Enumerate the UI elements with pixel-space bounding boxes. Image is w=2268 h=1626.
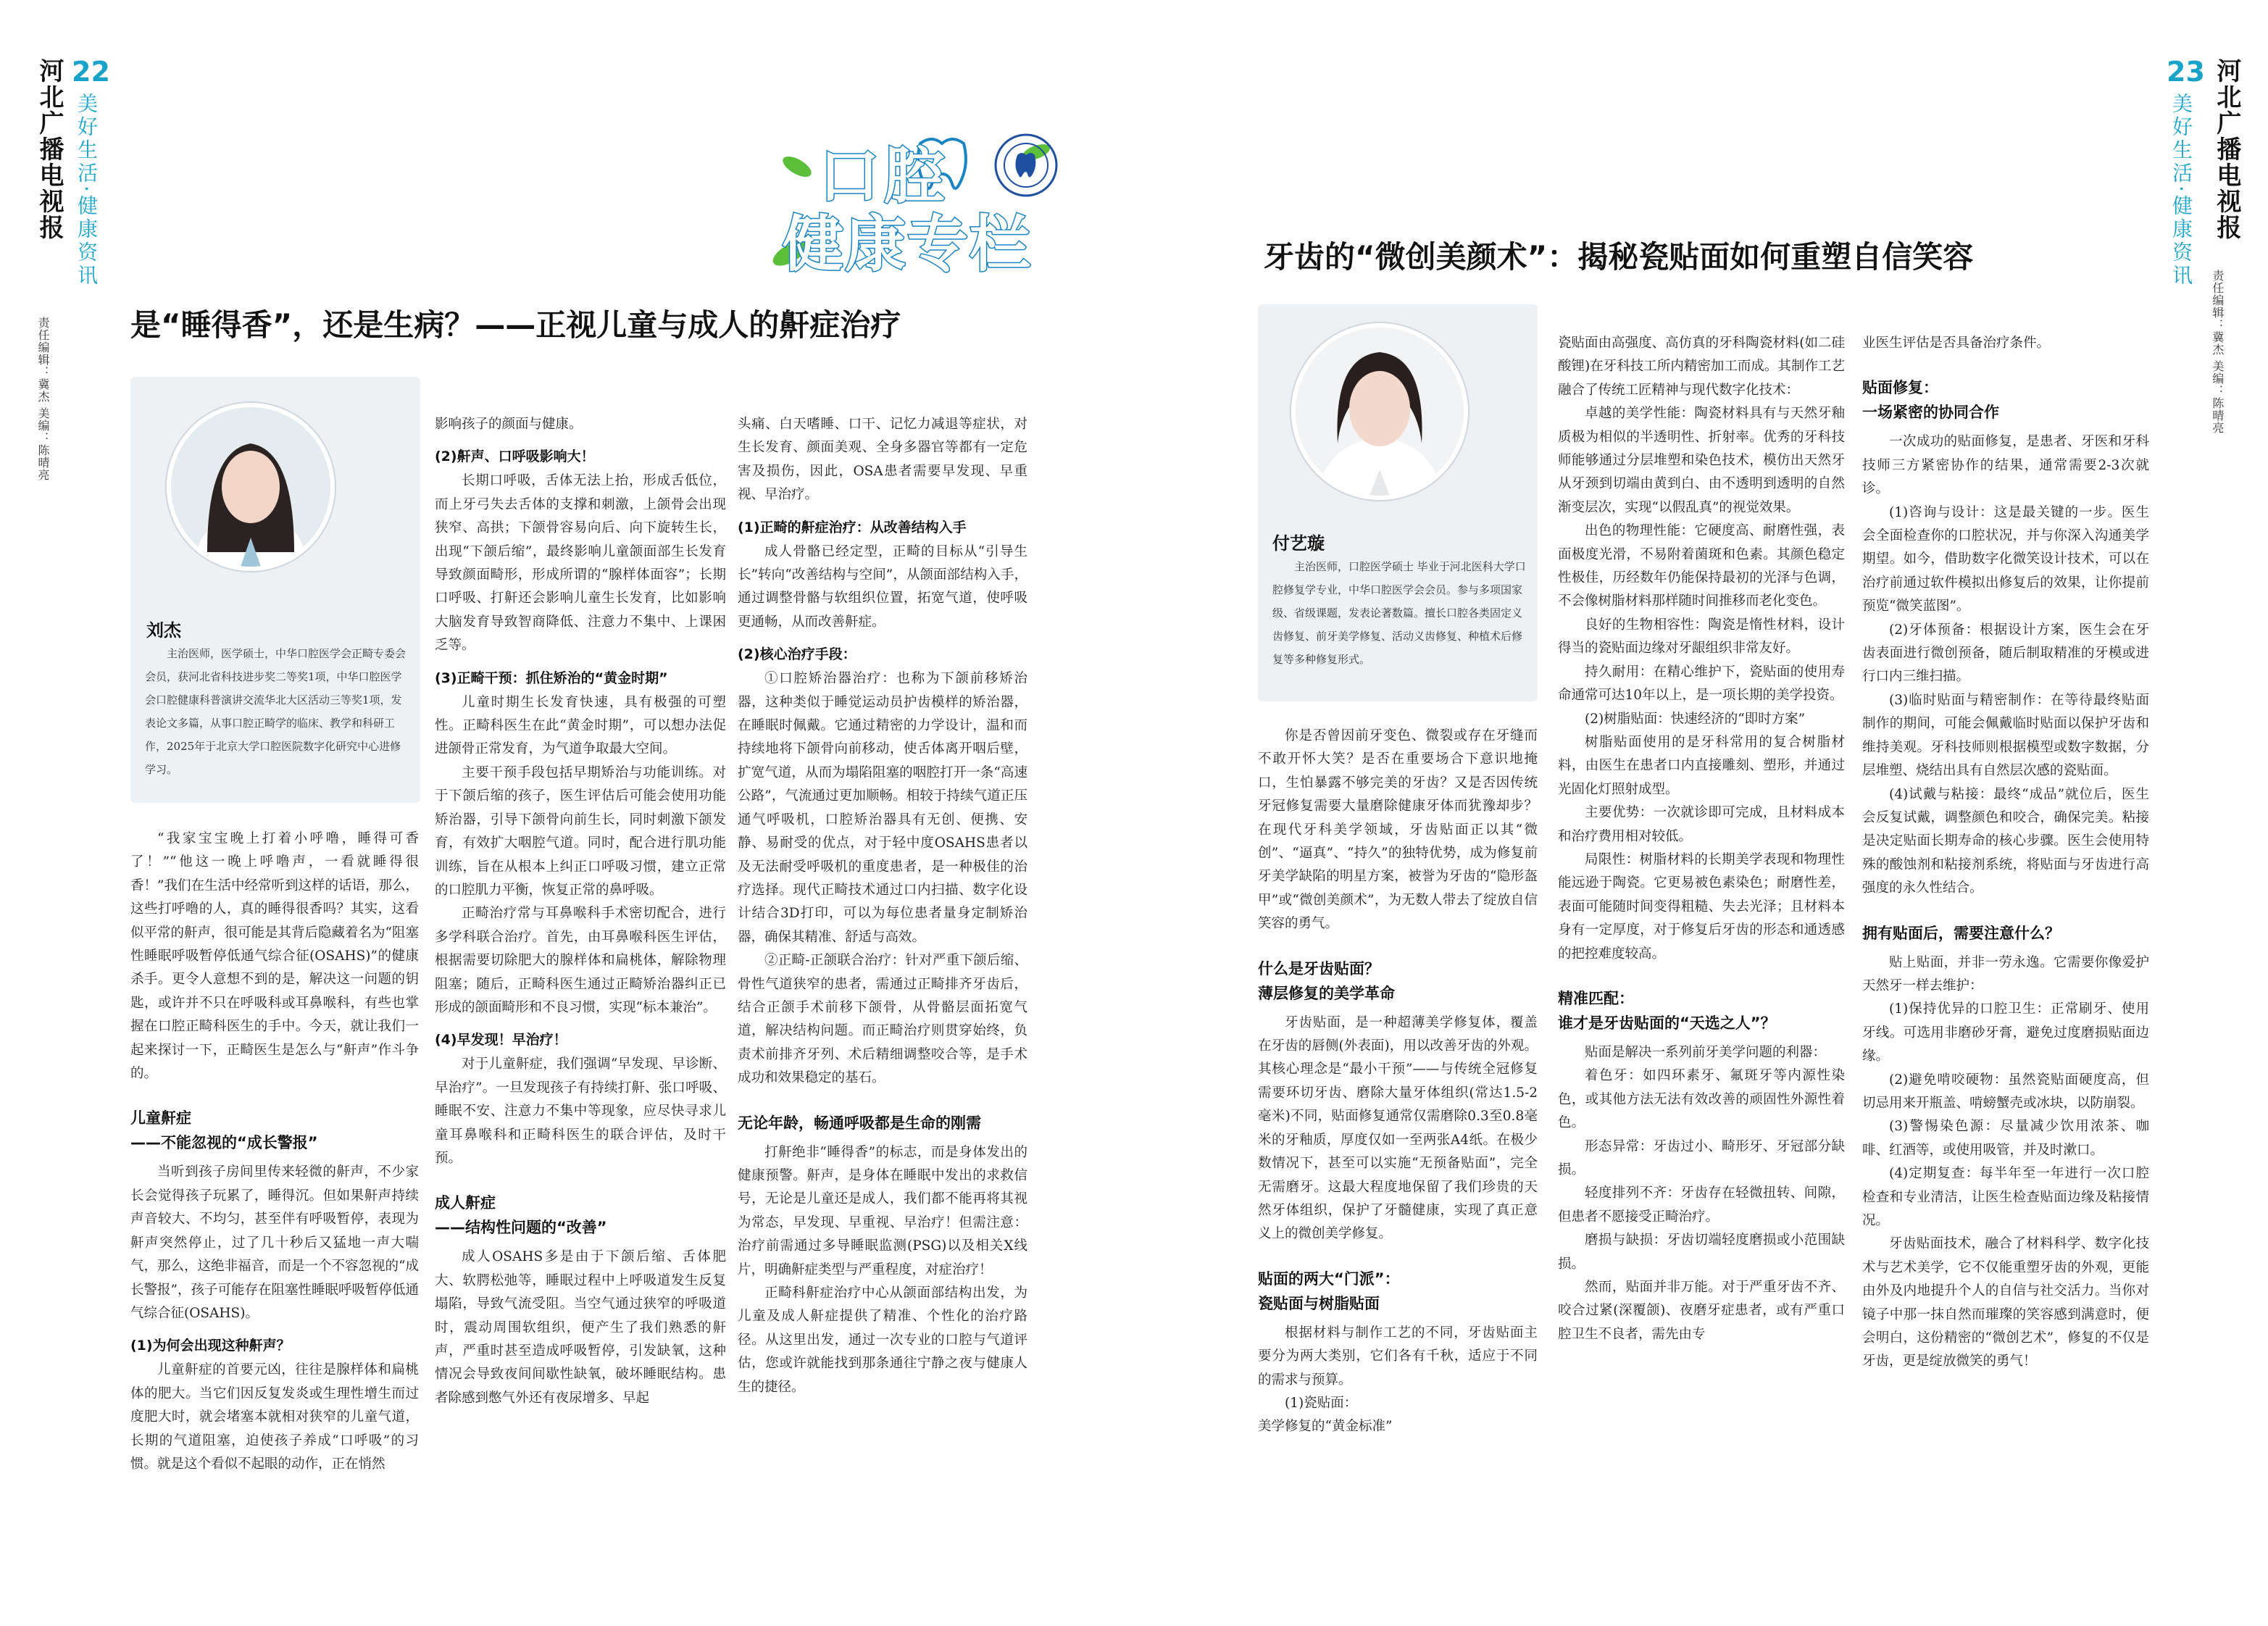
body-paragraph: 正畸治疗常与耳鼻喉科手术密切配合，进行多学科联合治疗。首先，由耳鼻喉科医生评估，根据需要切除肥大的腺样体和扁桃体，解除物理阻塞；随后，正畸科医生通过正畸矫治器纠正已形成的颌面畸形和不良习惯，实现“标本兼治”。 <box>435 906 726 1015</box>
body-paragraph: “我家宝宝晚上打着小呼噜，睡得可香了！”“他这一晚上呼噜声，一看就睡得很香！”我们在生活中经常听到这样的话语，那么，这些打呼噜的人，真的睡得很香吗？其实，这看似平常的鼾声，很可能是其背后隐藏着名为“阻塞性睡眠呼吸暂停低通气综合征(OSAHS)”的健康杀手。更令人意想不到的是，解决这一问题的钥匙，或许并不只在呼吸科或耳鼻喉科，有些也掌握在口腔正畸科医生的手中。今天，就让我们一起来探讨一下，正畸医生是怎么与“鼾声”作斗争的。 <box>130 831 419 1082</box>
article2-column-1 <box>1258 725 1538 1439</box>
body-paragraph: 贴面是解决一系列前牙美学问题的利器： <box>1585 1044 1827 1060</box>
logo-line2: 健康专栏 <box>783 209 1033 280</box>
body-paragraph: ①口腔矫治器治疗：也称为下颌前移矫治器，这种类似于睡觉运动员护齿模样的矫治器，在睡眠时佩戴。它通过精密的力学设计，温和而持续地将下颌骨向前移动，使舌体离开咽后壁，扩宽气道，从而为塌陷阻塞的咽腔打开一条“高速公路”，气流通过更加顺畅。相较于持续气道正压通气呼吸机，口腔矫治器具有无创、便携、安静、易耐受的优点，对于轻中度OSAHS患者以及无法耐受呼吸机的重度患者，是一种极佳的治疗选择。现代正畸技术通过口内扫描、数字化设计结合3D打印，可以为每位患者量身定制矫治器，确保其精准、舒适与高效。 <box>738 671 1027 945</box>
logo-line1: 口腔 <box>819 141 950 212</box>
section-heading: 儿童鼾症 ——不能忽视的“成长警报” <box>130 1109 318 1152</box>
body-paragraph: 贴上贴面，并非一劳永逸。它需要你像爱护天然牙一样去维护： <box>1862 954 2149 993</box>
body-paragraph: 一次成功的贴面修复，是患者、牙医和牙科技师三方紧密协作的结果，通常需要2-3次就诊。 <box>1862 434 2149 497</box>
section-heading: 精准匹配： 谁才是牙齿贴面的“天选之人”？ <box>1558 989 1776 1032</box>
editors-left: 责任编辑：冀杰 美编：陈晴亮 <box>36 316 50 481</box>
body-paragraph: 成人OSAHS多是由于下颌后缩、舌体肥大、软腭松弛等，睡眠过程中上呼吸道发生反复塌陷，导致气流受阻。当空气通过狭窄的呼吸道时，震动周围软组织，便产生了我们熟悉的鼾声，严重时甚至造成呼吸暂停，引发缺氧，这种情况会导致夜间间歇性缺氧，破坏睡眠结构。患者除感到憋气外还有夜尿增多、早起 <box>435 1249 726 1406</box>
body-paragraph: 儿童时期生长发育快速，具有极强的可塑性。正畸科医生在此“黄金时期”，可以想办法促进颌骨正常发育，为气道争取最大空间。 <box>435 694 726 757</box>
body-paragraph: 美学修复的“黄金标准” <box>1258 1419 1393 1435</box>
body-paragraph: 牙齿贴面，是一种超薄美学修复体，覆盖在牙齿的唇侧(外表面)，用以改善牙齿的外观。其核心理念是“最小干预”——与传统全冠修复需要环切牙齿、磨除大量牙体组织(常达1.5-2毫米)不同，贴面修复通常仅需磨除0.3至0.8毫米的牙釉质，厚度仅如一至两张A4纸。在极少数情况下，甚至可以实施“无预备贴面”，完全无需磨牙。这最大程度地保留了我们珍贵的天然牙体组织，保护了牙髓健康，实现了真正意义上的微创美学修复。 <box>1258 1014 1538 1242</box>
page-number-right: 23 <box>2167 56 2205 88</box>
left-rail <box>32 56 110 481</box>
body-paragraph: 影响孩子的颜面与健康。 <box>435 417 583 432</box>
section-heading: 贴面修复： 一场紧密的协同合作 <box>1862 379 1999 422</box>
article1-doctor-bio: 主治医师，医学硕士，中华口腔医学会正畸专委会会员，获河北省科技进步奖二等奖1项，中华口腔医学会口腔健康科普演讲交流华北大区活动三等奖1项，发表论文多篇，从事口腔正畸学的临床、教学和科研工作，2025年于北京大学口腔医院数字化研究中心进修学习。 <box>145 647 407 776</box>
sub-heading: (2)核心治疗手段： <box>738 646 856 663</box>
body-paragraph: 你是否曾因前牙变色、微裂或存在牙缝而不敢开怀大笑？是否在重要场合下意识地掩口，生怕暴露不够完美的牙齿？又是否因传统牙冠修复需要大量磨除健康牙体而犹豫却步？在现代牙科美学领域，牙齿贴面正以其“微创”、“逼真”、“持久”的独特优势，成为修复前牙美学缺陷的明星方案，被誉为牙齿的“隐形盔甲”或“微创美颜术”，为无数人带去了绽放自信笑容的勇气。 <box>1258 728 1538 932</box>
body-paragraph: (3)警惕染色源：尽量减少饮用浓茶、咖啡、红酒等，或使用吸管，并及时漱口。 <box>1862 1119 2149 1158</box>
paper-name-right: 河北广播电视报 <box>2211 58 2241 241</box>
section-heading: 成人鼾症 ——结构性问题的“改善” <box>435 1194 607 1237</box>
article1-column-2 <box>435 413 726 1410</box>
body-paragraph: (1)瓷贴面： <box>1285 1395 1358 1411</box>
body-paragraph: 磨损与缺损：牙齿切端轻度磨损或小范围缺损。 <box>1558 1233 1845 1272</box>
article2-column-2 <box>1558 332 1845 1346</box>
sub-heading: (2)鼾声、口呼吸影响大！ <box>435 449 595 465</box>
section-heading: 拥有贴面后，需要注意什么？ <box>1862 924 2060 942</box>
body-paragraph: 着色牙：如四环素牙、氟斑牙等内源性染色，或其他方法无法有效改善的顽固性外源性着色。 <box>1558 1068 1845 1131</box>
body-paragraph: 持久耐用：在精心维护下，瓷贴面的使用寿命通常可达10年以上，是一项长期的美学投资。 <box>1558 664 1845 704</box>
article1-column-3 <box>738 413 1027 1399</box>
body-paragraph: 出色的物理性能：它硬度高、耐磨性强，表面极度光滑，不易附着菌斑和色素。其颜色稳定性极佳，历经数年仍能保持最初的光泽与色调，不会像树脂材料那样随时间推移而老化变色。 <box>1558 523 1845 609</box>
body-paragraph: (4)试戴与粘接：最终“成品”就位后，医生会反复试戴，调整颜色和咬合，确保完美。粘接是决定贴面长期寿命的核心步骤。医生会使用特殊的酸蚀剂和粘接剂系统，将贴面与牙齿进行高强度的永久性结合。 <box>1862 786 2149 896</box>
article2-title: 牙齿的“微创美颜术”：揭秘瓷贴面如何重塑自信笑容 <box>1264 239 1974 275</box>
body-paragraph: 正畸科鼾症治疗中心从颌面部结构出发，为儿童及成人鼾症提供了精准、个性化的治疗路径。从这里出发，通过一次专业的口腔与气道评估，您或许就能找到那条通往宁静之夜与健康人生的捷径。 <box>738 1285 1027 1395</box>
hospital-seal <box>993 132 1059 199</box>
body-paragraph: 业医生评估是否具备治疗条件。 <box>1862 335 2051 351</box>
body-paragraph: 当听到孩子房间里传来轻微的鼾声，不少家长会觉得孩子玩累了，睡得沉。但如果鼾声持续声音较大、不均匀，甚至伴有呼吸暂停，表现为鼾声突然停止，过了几十秒后又猛地一声大喘气，那么，这绝非福音，而是一个不容忽视的“成长警报”，孩子可能存在阻塞性睡眠呼吸暂停低通气综合征(OSAHS)。 <box>130 1164 419 1321</box>
body-paragraph: 轻度排列不齐：牙齿存在轻微扭转、间隙，但患者不愿接受正畸治疗。 <box>1558 1185 1845 1225</box>
page-number-left: 22 <box>72 56 110 88</box>
section-name-left: 美好生活·健康资讯 <box>75 93 99 288</box>
sub-heading: (1)为何会出现这种鼾声？ <box>130 1338 291 1354</box>
doctor-photo-fuyixuan <box>1291 323 1468 500</box>
body-paragraph: 局限性：树脂材料的长期美学表现和物理性能远逊于陶瓷。它更易被色素染色；耐磨性差，表面可能随时间变得粗糙、失去光泽；且材料本身有一定厚度，对于修复后牙齿的形态和通透感的把控难度较高。 <box>1558 851 1845 962</box>
body-paragraph: 主要干预手段包括早期矫治与功能训练。对于下颌后缩的孩子，医生评估后可能会使用功能矫治器，引导下颌骨向前生长，同时刺激下颌发育，有效扩大咽腔气道。同时，配合进行肌功能训练，旨在从根本上纠正口呼吸习惯，建立正常的口腔肌力平衡，恢复正常的鼻呼吸。 <box>435 764 726 898</box>
section-heading: 贴面的两大“门派”： 瓷贴面与树脂贴面 <box>1258 1269 1400 1312</box>
body-paragraph: 形态异常：牙齿过小、畸形牙、牙冠部分缺损。 <box>1558 1138 1845 1177</box>
article2-column-3 <box>1862 332 2149 1374</box>
body-paragraph: 打鼾绝非“睡得香”的标志，而是身体发出的健康预警。鼾声，是身体在睡眠中发出的求救信号，无论是儿童还是成人，我们都不能再将其视为常态，早发现、早重视、早治疗！但需注意：治疗前需通过多导睡眠监测(PSG)以及相关X线片，明确鼾症类型与严重程度，对症治疗！ <box>738 1144 1027 1277</box>
body-paragraph: 然而，贴面并非万能。对于严重牙齿不齐、咬合过紧(深覆颌)、夜磨牙症患者，或有严重口腔卫生不良者，需先由专 <box>1558 1280 1845 1342</box>
section-heading: 什么是牙齿贴面？ 薄层修复的美学革命 <box>1258 959 1395 1002</box>
article2-doctor-name: 付艺璇 <box>1272 533 1325 554</box>
body-paragraph: 瓷贴面由高强度、高仿真的牙科陶瓷材料(如二硅酸锂)在牙科技工所内精密加工而成。其制作工艺融合了传统工匠精神与现代数字化技术： <box>1558 335 1845 398</box>
body-paragraph: (2)树脂贴面：快速经济的“即时方案” <box>1585 711 1806 727</box>
body-paragraph: (1)咨询与设计：这是最关键的一步。医生会全面检查你的口腔状况，并与你深入沟通美学期望。如今，借助数字化微笑设计技术，可以在治疗前通过软件模拟出修复后的效果，让你提前预览“微笑蓝图”。 <box>1862 504 2149 614</box>
doctor-photo-liujie <box>167 403 335 571</box>
body-paragraph: ②正畸-正颌联合治疗：针对严重下颌后缩、骨性气道狭窄的患者，需通过正畸排齐牙齿后，结合正颌手术前移下颌骨，从骨骼层面拓宽气道，解决结构问题。而正畸治疗则贯穿始终，负责术前排齐牙列、术后精细调整咬合等，是手术成功和效果稳定的基石。 <box>738 953 1027 1086</box>
body-paragraph: 良好的生物相容性：陶瓷是惰性材料，设计得当的瓷贴面边缘对牙龈组织非常友好。 <box>1558 617 1845 656</box>
article1-title: 是“睡得香”，还是生病？——正视儿童与成人的鼾症治疗 <box>130 307 901 343</box>
sub-heading: (1)正畸的鼾症治疗：从改善结构入手 <box>738 519 967 535</box>
body-paragraph: 卓越的美学性能：陶瓷材料具有与天然牙釉质极为相似的半透明性、折射率。优秀的牙科技师能够通过分层堆塑和染色技术，模仿出天然牙从牙颈到切端由黄到白、由不透明到透明的自然渐变层次，实现“以假乱真”的视觉效果。 <box>1558 406 1845 515</box>
paper-name-left: 河北广播电视报 <box>35 58 64 241</box>
body-paragraph: (1)保持优异的口腔卫生：正常刷牙、使用牙线。可选用非磨砂牙膏，避免过度磨损贴面边缘。 <box>1862 1001 2149 1064</box>
body-paragraph: 牙齿贴面技术，融合了材料科学、数字化技术与艺术美学，它不仅能重塑牙齿的外观，更能由外及内地提升个人的自信与社交活力。当你对镜子中那一抹自然而璀璨的笑容感到满意时，便会明白，这份精密的“微创艺术”，修复的不仅是牙齿，更是绽放微笑的勇气！ <box>1862 1236 2149 1369</box>
body-paragraph: (4)定期复查：每半年至一年进行一次口腔检查和专业清洁，让医生检查贴面边缘及粘接情况。 <box>1862 1166 2149 1228</box>
body-paragraph: 根据材料与制作工艺的不同，牙齿贴面主要分为两大类别，它们各有千秋，适应于不同的需求与预算。 <box>1258 1325 1538 1388</box>
body-paragraph: 头痛、白天嗜睡、口干、记忆力减退等症状，对生长发育、颜面美观、全身多器官等都有一定危害及损伤，因此，OSA患者需要早发现、早重视、早治疗。 <box>738 417 1027 503</box>
right-rail <box>2167 58 2246 434</box>
section-heading: 无论年龄，畅通呼吸都是生命的刚需 <box>738 1114 981 1132</box>
body-paragraph: 儿童鼾症的首要元凶，往往是腺样体和扁桃体的肥大。当它们因反复发炎或生理性增生而过度肥大时，就会堵塞本就相对狭窄的儿童气道，长期的气道阻塞，迫使孩子养成“口呼吸”的习惯。就是这个看似不起眼的动作，正在悄然 <box>130 1362 419 1472</box>
body-paragraph: (3)临时贴面与精密制作：在等待最终贴面制作的期间，可能会佩戴临时贴面以保护牙齿和维持美观。牙科技师则根据模型或数字数据，分层堆塑、烧结出具有自然层次感的瓷贴面。 <box>1862 692 2149 779</box>
article1-doctor-name: 刘杰 <box>146 620 181 641</box>
body-paragraph: 主要优势：一次就诊即可完成，且材料成本和治疗费用相对较低。 <box>1558 805 1845 844</box>
article2-doctor-bio: 主治医师，口腔医学硕士 毕业于河北医科大学口腔修复学专业，中华口腔医学会会员。参与多项国家级、省级课题，发表论著数篇。擅长口腔各类固定义齿修复、前牙美学修复、活动义齿修复、种植术后修复等多种修复形式。 <box>1272 560 1526 666</box>
body-paragraph: 长期口呼吸，舌体无法上抬，形成舌低位，而上牙弓失去舌体的支撑和刺激，上颌骨会出现狭窄、高拱；下颌骨容易向后、向下旋转生长，出现“下颌后缩”，最终影响儿童颌面部生长发育导致颜面畸形，形成所谓的“腺样体面容”；长期口呼吸、打鼾还会影响儿童生长发育，比如影响大脑发育导致智商降低、注意力不集中、上课困乏等。 <box>435 473 726 654</box>
sub-heading: (3)正畸干预：抓住矫治的“黄金时期” <box>435 670 668 686</box>
body-paragraph: (2)避免啃咬硬物：虽然瓷贴面硬度高，但切忌用来开瓶盖、啃螃蟹壳或冰块，以防崩裂。 <box>1862 1072 2149 1111</box>
section-name-right: 美好生活·健康资讯 <box>2169 93 2193 288</box>
editors-right: 责任编辑：冀杰 美编：陈晴亮 <box>2210 270 2225 435</box>
body-paragraph: 对于儿童鼾症，我们强调“早发现、早诊断、早治疗”。一旦发现孩子有持续打鼾、张口呼吸、睡眠不安、注意力不集中等现象，应尽快寻求儿童耳鼻喉科和正畸科医生的联合评估，及时干预。 <box>435 1056 726 1166</box>
article1-column-1 <box>130 827 419 1476</box>
sub-heading: (4)早发现！早治疗！ <box>435 1032 567 1048</box>
body-paragraph: 树脂贴面使用的是牙科常用的复合树脂材料，由医生在患者口内直接雕刻、塑形，并通过光固化灯照射成型。 <box>1558 734 1845 797</box>
body-paragraph: (2)牙体预备：根据设计方案，医生会在牙齿表面进行微创预备，随后制取精准的牙模或进行口内三维扫描。 <box>1862 622 2149 685</box>
body-paragraph: 成人骨骼已经定型，正畸的目标从“引导生长”转向“改善结构与空间”，从颌面部结构入手，通过调整骨骼与软组织位置，拓宽气道，使呼吸更通畅，从而改善鼾症。 <box>738 543 1027 630</box>
